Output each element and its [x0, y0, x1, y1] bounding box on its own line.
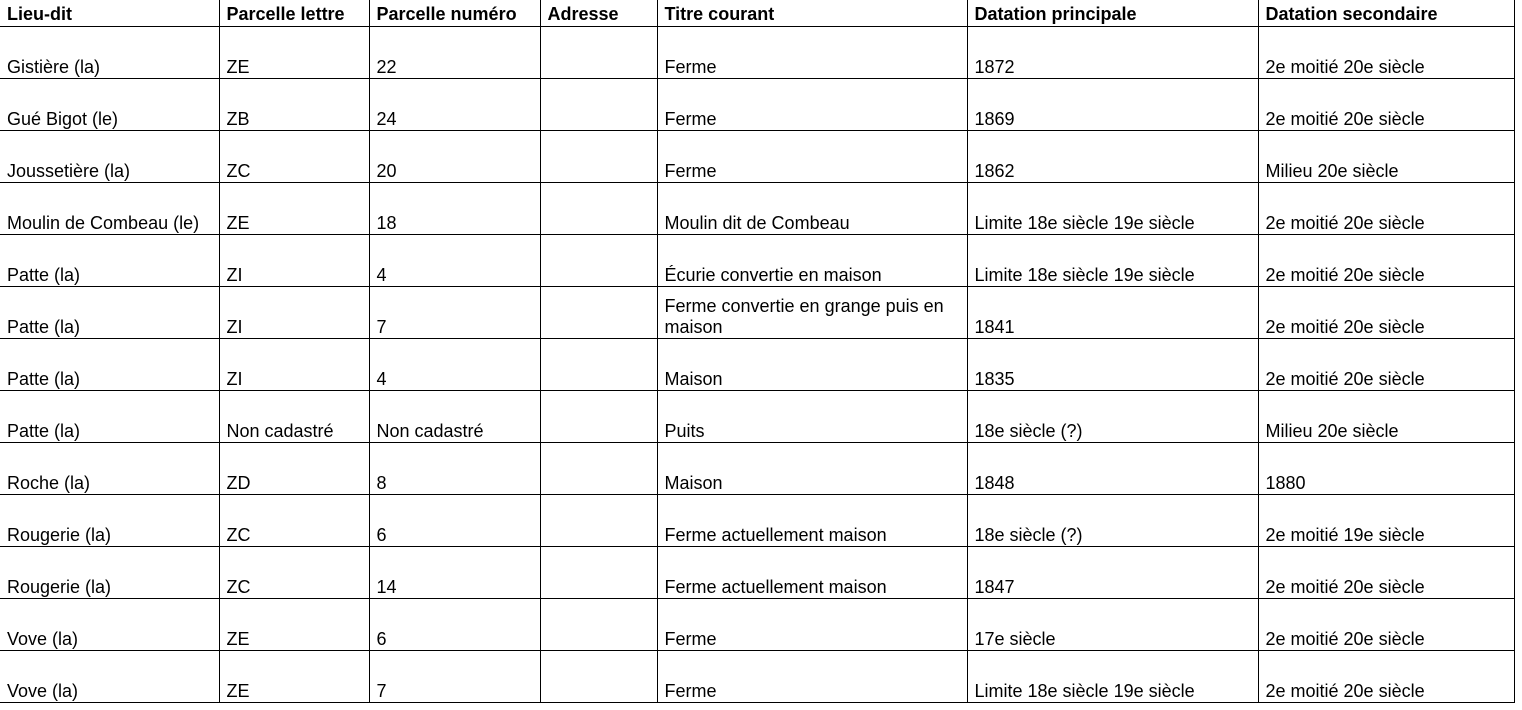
cell-adresse	[540, 131, 657, 183]
cell-titre-courant: Ferme	[657, 651, 967, 703]
cell-datation-principale: Limite 18e siècle 19e siècle	[967, 651, 1258, 703]
header-datation-principale: Datation principale	[967, 0, 1258, 27]
cell-adresse	[540, 391, 657, 443]
cell-parcelle-numero: 20	[369, 131, 540, 183]
cell-lieu-dit: Joussetière (la)	[0, 131, 219, 183]
table-row	[0, 391, 1514, 443]
cell-adresse	[540, 599, 657, 651]
table-row	[0, 547, 1514, 599]
cell-datation-principale: 1841	[967, 287, 1258, 339]
header-adresse: Adresse	[540, 0, 657, 27]
cell-datation-principale: 18e siècle (?)	[967, 391, 1258, 443]
cell-parcelle-lettre: ZI	[219, 235, 369, 287]
cell-parcelle-numero: 24	[369, 79, 540, 131]
cell-titre-courant: Ferme actuellement maison	[657, 547, 967, 599]
cell-datation-principale: Limite 18e siècle 19e siècle	[967, 235, 1258, 287]
cell-datation-principale: 1847	[967, 547, 1258, 599]
cell-parcelle-lettre: ZE	[219, 599, 369, 651]
cell-titre-courant: Maison	[657, 443, 967, 495]
cell-parcelle-numero: 7	[369, 651, 540, 703]
cell-lieu-dit: Roche (la)	[0, 443, 219, 495]
cell-lieu-dit: Rougerie (la)	[0, 547, 219, 599]
table-row	[0, 183, 1514, 235]
cell-titre-courant: Puits	[657, 391, 967, 443]
cell-datation-principale: 1869	[967, 79, 1258, 131]
cell-adresse	[540, 339, 657, 391]
cell-parcelle-numero: 4	[369, 339, 540, 391]
cell-datation-secondaire: 2e moitié 20e siècle	[1258, 183, 1514, 235]
cell-lieu-dit: Gistière (la)	[0, 27, 219, 79]
table-row	[0, 235, 1514, 287]
cell-datation-secondaire: 2e moitié 20e siècle	[1258, 287, 1514, 339]
cell-adresse	[540, 183, 657, 235]
cell-datation-principale: 1862	[967, 131, 1258, 183]
cell-lieu-dit: Moulin de Combeau (le)	[0, 183, 219, 235]
cell-lieu-dit: Rougerie (la)	[0, 495, 219, 547]
cell-lieu-dit: Vove (la)	[0, 599, 219, 651]
cell-parcelle-numero: 7	[369, 287, 540, 339]
cell-titre-courant: Ferme	[657, 131, 967, 183]
cell-parcelle-lettre: ZE	[219, 651, 369, 703]
cell-parcelle-numero: 4	[369, 235, 540, 287]
cell-datation-secondaire: 2e moitié 20e siècle	[1258, 235, 1514, 287]
cell-parcelle-lettre: ZC	[219, 547, 369, 599]
cell-lieu-dit: Patte (la)	[0, 287, 219, 339]
cell-adresse	[540, 495, 657, 547]
cell-parcelle-lettre: ZB	[219, 79, 369, 131]
cell-parcelle-numero: 6	[369, 599, 540, 651]
cell-parcelle-numero: 18	[369, 183, 540, 235]
cell-datation-principale: 17e siècle	[967, 599, 1258, 651]
header-row	[0, 0, 1514, 27]
header-datation-secondaire: Datation secondaire	[1258, 0, 1514, 27]
cell-lieu-dit: Patte (la)	[0, 339, 219, 391]
cell-datation-secondaire: Milieu 20e siècle	[1258, 131, 1514, 183]
table-row	[0, 443, 1514, 495]
cell-datation-secondaire: 2e moitié 20e siècle	[1258, 339, 1514, 391]
cell-datation-secondaire: 2e moitié 20e siècle	[1258, 27, 1514, 79]
cell-parcelle-numero: 22	[369, 27, 540, 79]
cell-lieu-dit: Vove (la)	[0, 651, 219, 703]
cell-adresse	[540, 443, 657, 495]
table-row	[0, 131, 1514, 183]
header-lieu-dit: Lieu-dit	[0, 0, 219, 27]
cell-parcelle-lettre: ZI	[219, 287, 369, 339]
cell-adresse	[540, 651, 657, 703]
cell-parcelle-numero: Non cadastré	[369, 391, 540, 443]
cell-parcelle-lettre: ZD	[219, 443, 369, 495]
cell-lieu-dit: Gué Bigot (le)	[0, 79, 219, 131]
cell-parcelle-lettre: ZE	[219, 27, 369, 79]
cell-datation-secondaire: 2e moitié 20e siècle	[1258, 599, 1514, 651]
cell-datation-secondaire: Milieu 20e siècle	[1258, 391, 1514, 443]
cell-datation-secondaire: 2e moitié 20e siècle	[1258, 79, 1514, 131]
cell-titre-courant: Écurie convertie en maison	[657, 235, 967, 287]
cell-parcelle-lettre: ZC	[219, 131, 369, 183]
table-body	[0, 27, 1514, 703]
table-row	[0, 287, 1514, 339]
cell-adresse	[540, 27, 657, 79]
table-row	[0, 27, 1514, 79]
cell-titre-courant: Ferme	[657, 27, 967, 79]
cell-adresse	[540, 79, 657, 131]
cell-titre-courant: Ferme actuellement maison	[657, 495, 967, 547]
table-row	[0, 651, 1514, 703]
cell-datation-principale: 18e siècle (?)	[967, 495, 1258, 547]
table-row	[0, 495, 1514, 547]
table-row	[0, 79, 1514, 131]
header-titre-courant: Titre courant	[657, 0, 967, 27]
cell-adresse	[540, 547, 657, 599]
header-parcelle-lettre: Parcelle lettre	[219, 0, 369, 27]
cell-titre-courant: Ferme convertie en grange puis en maison	[657, 287, 967, 339]
cell-lieu-dit: Patte (la)	[0, 235, 219, 287]
cell-parcelle-numero: 6	[369, 495, 540, 547]
cell-datation-principale: 1835	[967, 339, 1258, 391]
cell-parcelle-lettre: ZC	[219, 495, 369, 547]
cell-datation-secondaire: 2e moitié 20e siècle	[1258, 651, 1514, 703]
cell-parcelle-lettre: ZI	[219, 339, 369, 391]
cell-parcelle-lettre: Non cadastré	[219, 391, 369, 443]
cell-parcelle-numero: 8	[369, 443, 540, 495]
cell-titre-courant: Moulin dit de Combeau	[657, 183, 967, 235]
cell-datation-principale: Limite 18e siècle 19e siècle	[967, 183, 1258, 235]
cell-titre-courant: Ferme	[657, 599, 967, 651]
cell-datation-principale: 1872	[967, 27, 1258, 79]
cell-datation-principale: 1848	[967, 443, 1258, 495]
cell-parcelle-lettre: ZE	[219, 183, 369, 235]
cell-lieu-dit: Patte (la)	[0, 391, 219, 443]
cell-parcelle-numero: 14	[369, 547, 540, 599]
cell-titre-courant: Ferme	[657, 79, 967, 131]
table-row	[0, 599, 1514, 651]
cell-datation-secondaire: 1880	[1258, 443, 1514, 495]
table-row	[0, 339, 1514, 391]
cell-titre-courant: Maison	[657, 339, 967, 391]
cell-adresse	[540, 287, 657, 339]
cell-datation-secondaire: 2e moitié 19e siècle	[1258, 495, 1514, 547]
cell-datation-secondaire: 2e moitié 20e siècle	[1258, 547, 1514, 599]
cell-adresse	[540, 235, 657, 287]
header-parcelle-numero: Parcelle numéro	[369, 0, 540, 27]
